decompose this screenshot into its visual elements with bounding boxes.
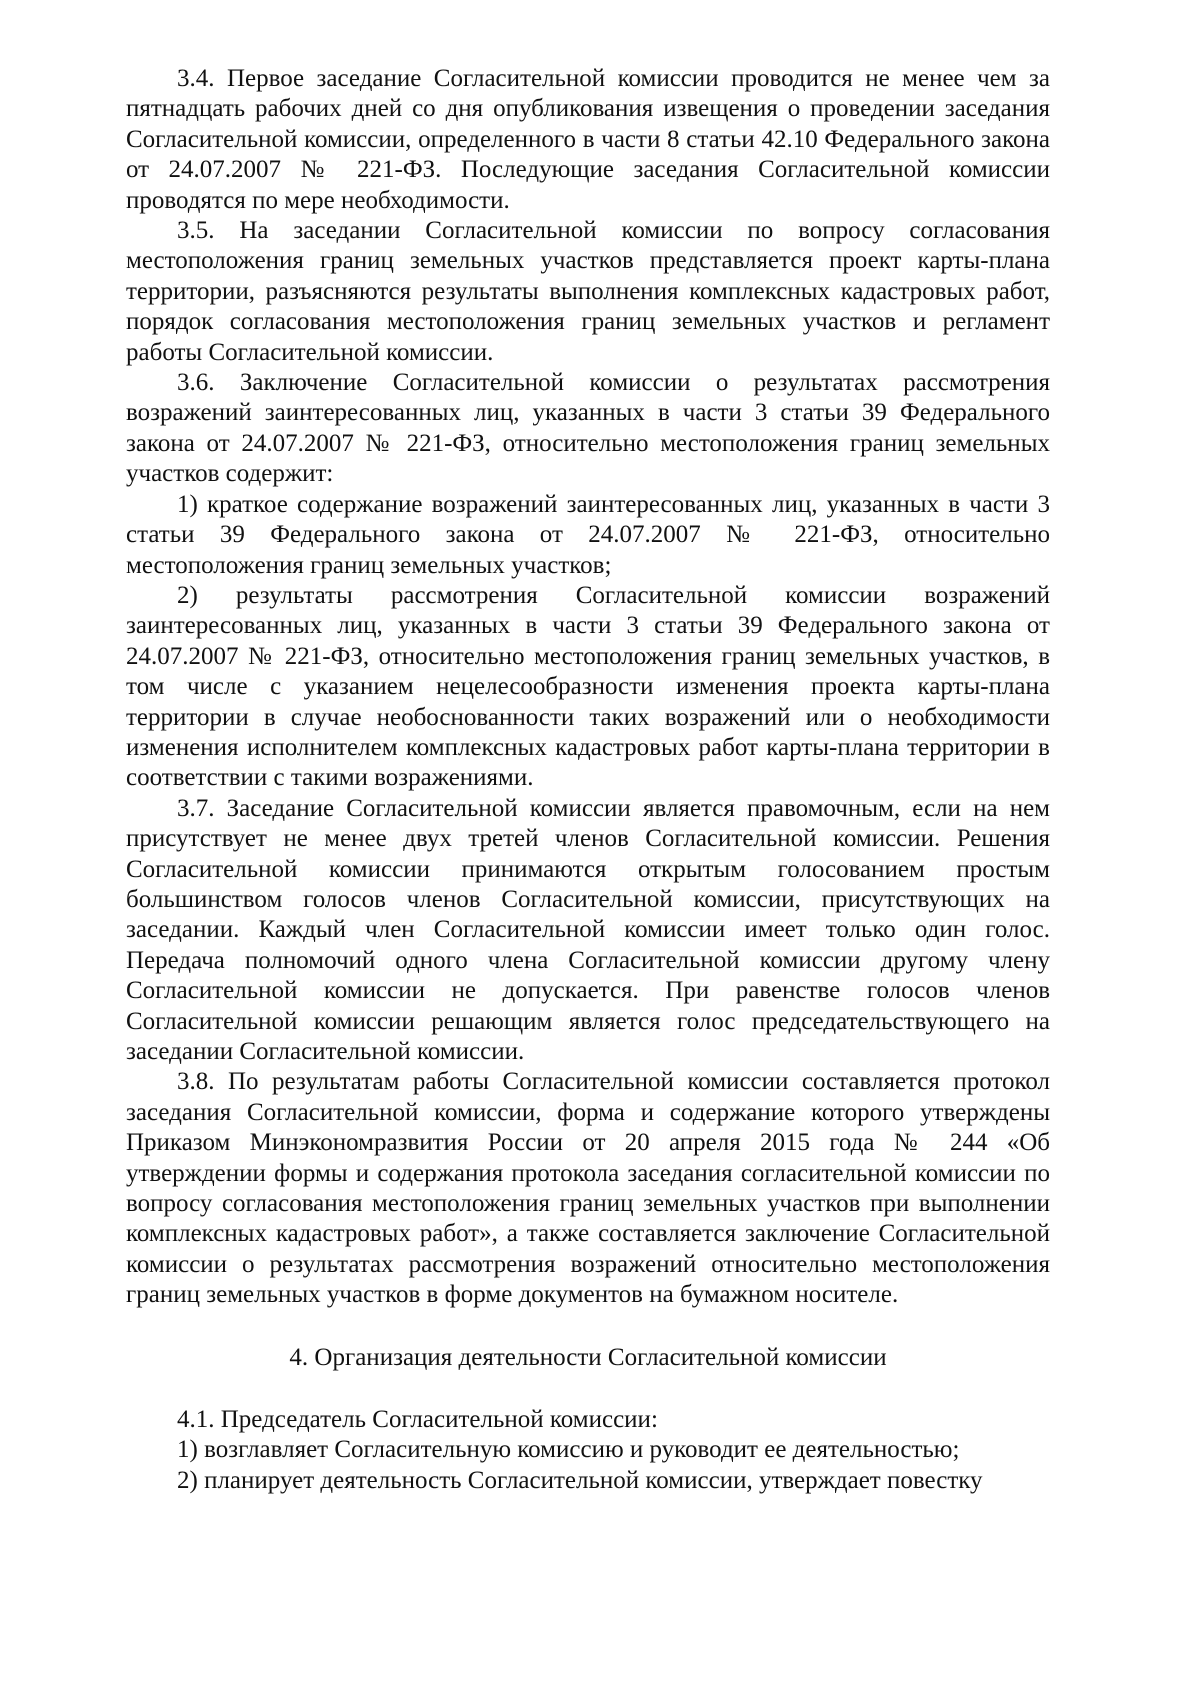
section-heading-4: 4. Организация деятельности Согласительной комиссии [289, 1343, 887, 1371]
paragraph-3-5: 3.5. На заседании Согласительной комиссии по вопросу согласования местоположения границ земельных участков представляется проект карты-плана территории, разъясняются результаты выполнения комплексных кадастровых работ, порядок согласования местоположения границ земельных участков и регламент работы Согласительной комиссии. [126, 217, 1050, 366]
paragraph-3-4: 3.4. Первое заседание Согласительной комиссии проводится не менее чем за пятнадцать рабочих дней со дня опубликования извещения о проведении заседания Согласительной комиссии, определенного в части 8 статьи 42.10 Федерального закона от 24.07.2007 № 221-ФЗ. Последующие заседания Согласительной комиссии проводятся по мере необходимости. [126, 65, 1050, 214]
list-item-3-6-1: 1) краткое содержание возражений заинтересованных лиц, указанных в части 3 статьи 39 Федерального закона от 24.07.2007 № 221-ФЗ, относительно местоположения границ земельных участков; [126, 490, 1050, 579]
paragraph-4-1: 4.1. Председатель Согласительной комиссии: [177, 1406, 658, 1434]
list-item-4-1-2: 2) планирует деятельность Согласительной комиссии, утверждает повестку [177, 1466, 983, 1494]
list-item-3-6-2: 2) результаты рассмотрения Согласительной комиссии возражений заинтересованных лиц, указанных в части 3 статьи 39 Федерального закона от 24.07.2007 № 221-ФЗ, относительно местоположения границ земельных участков, в том числе с указанием нецелесообразности изменения проекта карты-плана территории в случае необоснованности таких возражений или о необходимости изменения исполнителем комплексных кадастровых работ карты-плана территории в соответствии с такими возражениями. [126, 581, 1050, 792]
document-page [126, 64, 1050, 1496]
paragraph-3-8: 3.8. По результатам работы Согласительной комиссии составляется протокол заседания Согласительной комиссии, форма и содержание которого утверждены Приказом Минэкономразвития России от 20 апреля 2015 года № 244 «Об утверждении формы и содержания протокола заседания согласительной комиссии по вопросу согласования местоположения границ земельных участков при выполнении комплексных кадастровых работ», а также составляется заключение Согласительной комиссии о результатах рассмотрения возражений относительно местоположения границ земельных участков в форме документов на бумажном носителе. [126, 1068, 1050, 1309]
paragraph-3-7: 3.7. Заседание Согласительной комиссии является правомочным, если на нем присутствует не менее двух третей членов Согласительной комиссии. Решения Согласительной комиссии принимаются открытым голосованием простым большинством голосов членов Согласительной комиссии, присутствующих на заседании. Каждый член Согласительной комиссии имеет только один голос. Передача полномочий одного члена Согласительной комиссии другому члену Согласительной комиссии не допускается. При равенстве голосов членов Согласительной комиссии решающим является голос председательствующего на заседании Согласительной комиссии. [126, 794, 1050, 1065]
list-item-4-1-1: 1) возглавляет Согласительную комиссию и руководит ее деятельностью; [177, 1436, 960, 1464]
paragraph-3-6: 3.6. Заключение Согласительной комиссии о результатах рассмотрения возражений заинтересованных лиц, указанных в части 3 статьи 39 Федерального закона от 24.07.2007 № 221-ФЗ, относительно местоположения границ земельных участков содержит: [126, 369, 1050, 488]
